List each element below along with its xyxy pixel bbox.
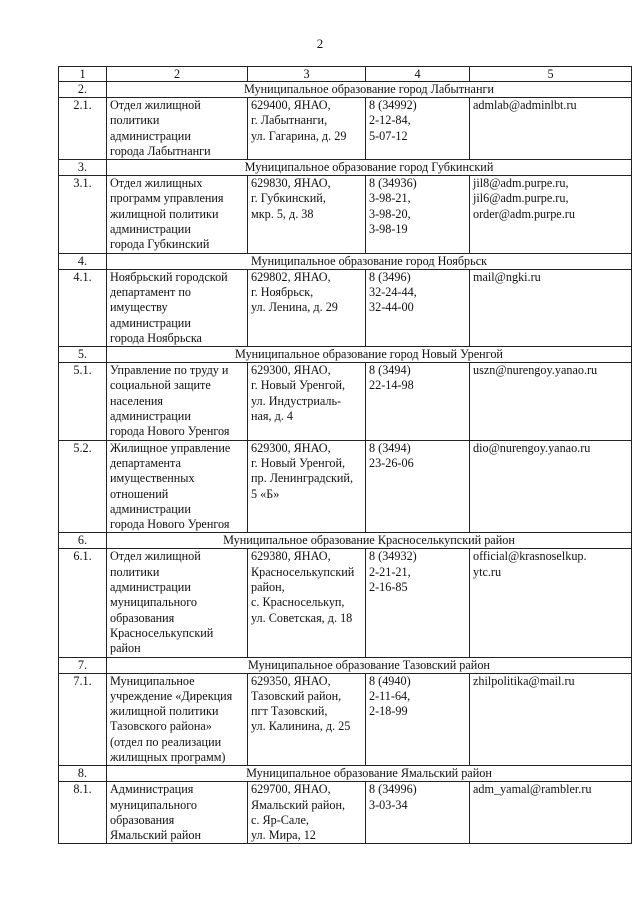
address-cell [248,440,366,533]
entry-number: 4.1. [59,269,107,346]
email-line: adm_yamal@rambler.ru [473,782,592,797]
address-cell [248,363,366,440]
address-line: 629380, ЯНАО, [251,549,331,564]
address-line: 629300, ЯНАО, [251,363,331,378]
phone-line: 2-16-85 [369,580,408,595]
address-cell [248,269,366,346]
organization-line: города Нового Уренгоя [110,424,230,439]
address-line: ул. Калинина, д. 25 [251,719,351,734]
address-line: 629300, ЯНАО, [251,440,331,455]
organization-cell [107,269,248,346]
organization-line: муниципального [110,797,197,812]
phone-line: 3-98-20, [369,206,411,221]
address-cell [248,673,366,766]
phone-cell [366,549,470,657]
section-row [59,766,632,782]
organization-line: образования [110,610,175,625]
organization-line: образования [110,812,175,827]
address-cell [248,549,366,657]
organization-line: отношений [110,486,169,501]
organization-line: (отдел по реализации [110,734,222,749]
phone-cell [366,440,470,533]
phone-line: 5-07-12 [369,128,408,143]
email-line: order@adm.purpe.ru [473,206,575,221]
entry-number: 2.1. [59,98,107,160]
address-line: район, [251,580,285,595]
section-title: Муниципальное образование город Новый Уренгой [107,347,632,363]
email-line: zhilpolitika@mail.ru [473,673,575,688]
organization-line: администрации [110,128,191,143]
organization-line: Ноябрьский городской [110,269,228,284]
table-row [59,782,632,844]
organization-line: департамент по [110,284,191,299]
address-line: пгт Тазовский, [251,704,328,719]
email-cell [470,440,632,533]
table-row [59,440,632,533]
table-row [59,549,632,657]
email-cell [470,98,632,160]
address-line: 629400, ЯНАО, [251,98,331,112]
organization-cell [107,176,248,253]
organization-line: населения [110,393,164,408]
organization-cell [107,363,248,440]
table-row [59,176,632,253]
organization-line: администрации [110,580,191,595]
address-line: ул. Индустриаль- [251,393,342,408]
organization-line: Красноселькупский [110,625,214,640]
phone-cell [366,673,470,766]
address-cell [248,782,366,844]
organization-line: жилищной политики [110,704,219,719]
organization-line: администрации [110,315,191,330]
column-number: 1 [59,67,107,82]
section-title: Муниципальное образование город Губкинский [107,160,632,176]
entry-number: 5.1. [59,363,107,440]
section-row [59,160,632,176]
phone-line: 32-24-44, [369,284,417,299]
column-number: 4 [366,67,470,82]
address-line: г. Ноябрьск, [251,284,314,299]
address-cell [248,176,366,253]
phone-line: 2-11-64, [369,688,411,703]
organization-line: программ управления [110,191,224,206]
email-line: uszn@nurengoy.yanao.ru [473,363,598,378]
organization-line: политики [110,564,160,579]
phone-line: 8 (34996) [369,782,417,797]
phone-line: 23-26-06 [369,455,414,470]
organization-line: Жилищное управление [110,440,231,455]
organization-line: учреждение «Дирекция [110,688,233,703]
phone-line: 2-12-84, [369,113,411,128]
address-line: мкр. 5, д. 38 [251,206,314,221]
section-title: Муниципальное образование Ямальский район [107,766,632,782]
page-number: 2 [316,36,324,51]
organization-line: города Ноябрьска [110,330,202,345]
email-cell [470,673,632,766]
phone-line: 2-18-99 [369,704,408,719]
phone-line: 3-98-19 [369,222,408,237]
organization-line: администрации [110,501,191,516]
section-number: 4. [59,253,107,269]
phone-line: 8 (4940) [369,673,411,688]
section-row [59,657,632,673]
organization-line: Муниципальное [110,673,195,688]
phone-line: 8 (3494) [369,363,411,378]
section-title: Муниципальное образование город Лабытнанги [107,82,632,98]
address-line: с. Красноселькуп, [251,595,345,610]
section-number: 7. [59,657,107,673]
phone-cell [366,782,470,844]
table-row [59,363,632,440]
section-row [59,347,632,363]
table-row [59,269,632,346]
organization-line: муниципального [110,595,197,610]
contacts-table [58,66,632,844]
address-line: ная, д. 4 [251,409,294,424]
address-line: с. Яр-Сале, [251,812,309,827]
address-line: 5 «Б» [251,486,280,501]
address-line: ул. Ленина, д. 29 [251,300,338,315]
phone-line: 3-98-21, [369,191,411,206]
organization-cell [107,549,248,657]
section-number: 3. [59,160,107,176]
section-number: 5. [59,347,107,363]
section-row [59,253,632,269]
section-title: Муниципальное образование город Ноябрьск [107,253,632,269]
table-row [59,98,632,160]
section-number: 2. [59,82,107,98]
address-line: 629350, ЯНАО, [251,673,331,688]
email-cell [470,782,632,844]
phone-line: 2-21-21, [369,564,411,579]
column-number-row [59,67,632,82]
email-line: admlab@adminlbt.ru [473,98,577,112]
entry-number: 8.1. [59,782,107,844]
address-line: 629700, ЯНАО, [251,782,331,797]
organization-line: Управление по труду и [110,363,229,378]
email-line: jil8@adm.purpe.ru, [473,176,569,191]
phone-cell [366,269,470,346]
phone-line: 8 (34992) [369,98,417,112]
organization-line: Отдел жилищной [110,549,201,564]
section-title: Муниципальное образование Тазовский район [107,657,632,673]
organization-line: социальной защите [110,378,211,393]
email-line: dio@nurengoy.yanao.ru [473,440,591,455]
organization-line: политики [110,113,160,128]
address-line: ул. Мира, 12 [251,828,316,843]
column-number: 2 [107,67,248,82]
organization-line: города Лабытнанги [110,143,211,158]
phone-line: 3-03-34 [369,797,408,812]
phone-line: 8 (34936) [369,176,417,191]
organization-line: жилищной политики [110,206,219,221]
organization-line: Отдел жилищной [110,98,201,112]
section-row [59,82,632,98]
column-number: 5 [470,67,632,82]
section-title: Муниципальное образование Красноселькупский район [107,533,632,549]
email-cell [470,363,632,440]
contacts-table-body [59,67,632,844]
address-line: г. Новый Уренгой, [251,378,346,393]
organization-line: Тазовского района» [110,719,212,734]
email-line: jil6@adm.purpe.ru, [473,191,569,206]
phone-line: 22-14-98 [369,378,414,393]
address-line: ул. Советская, д. 18 [251,610,353,625]
section-row [59,533,632,549]
phone-line: 8 (3496) [369,269,411,284]
phone-cell [366,363,470,440]
phone-cell [366,176,470,253]
address-line: Ямальский район, [251,797,346,812]
email-cell [470,269,632,346]
entry-number: 6.1. [59,549,107,657]
organization-cell [107,98,248,160]
entry-number: 7.1. [59,673,107,766]
organization-line: Администрация [110,782,194,797]
address-line: 629830, ЯНАО, [251,176,331,191]
email-line: mail@ngki.ru [473,269,541,284]
organization-line: города Нового Уренгоя [110,517,230,532]
column-number: 3 [248,67,366,82]
organization-line: города Губкинский [110,237,210,252]
organization-line: имущественных [110,471,195,486]
email-cell [470,176,632,253]
email-line: ytc.ru [473,564,502,579]
address-line: г. Губкинский, [251,191,326,206]
address-line: Тазовский район, [251,688,342,703]
organization-line: имуществу [110,300,168,315]
address-line: пр. Ленинградский, [251,471,353,486]
address-line: 629802, ЯНАО, [251,269,331,284]
organization-cell [107,782,248,844]
table-row [59,673,632,766]
phone-line: 32-44-00 [369,300,414,315]
section-number: 8. [59,766,107,782]
entry-number: 5.2. [59,440,107,533]
phone-line: 8 (3494) [369,440,411,455]
email-cell [470,549,632,657]
organization-line: район [110,641,141,656]
organization-line: департамента [110,455,181,470]
organization-line: администрации [110,409,191,424]
organization-cell [107,440,248,533]
address-cell [248,98,366,160]
phone-cell [366,98,470,160]
phone-line: 8 (34932) [369,549,417,564]
organization-line: Ямальский район [110,828,201,843]
section-number: 6. [59,533,107,549]
address-line: Красноселькупский [251,564,355,579]
organization-cell [107,673,248,766]
entry-number: 3.1. [59,176,107,253]
organization-line: администрации [110,222,191,237]
organization-line: Отдел жилищных [110,176,203,191]
organization-line: жилищных программ) [110,749,226,764]
address-line: ул. Гагарина, д. 29 [251,128,347,143]
email-line: official@krasnoselkup. [473,549,587,564]
address-line: г. Новый Уренгой, [251,455,346,470]
address-line: г. Лабытнанги, [251,113,328,128]
